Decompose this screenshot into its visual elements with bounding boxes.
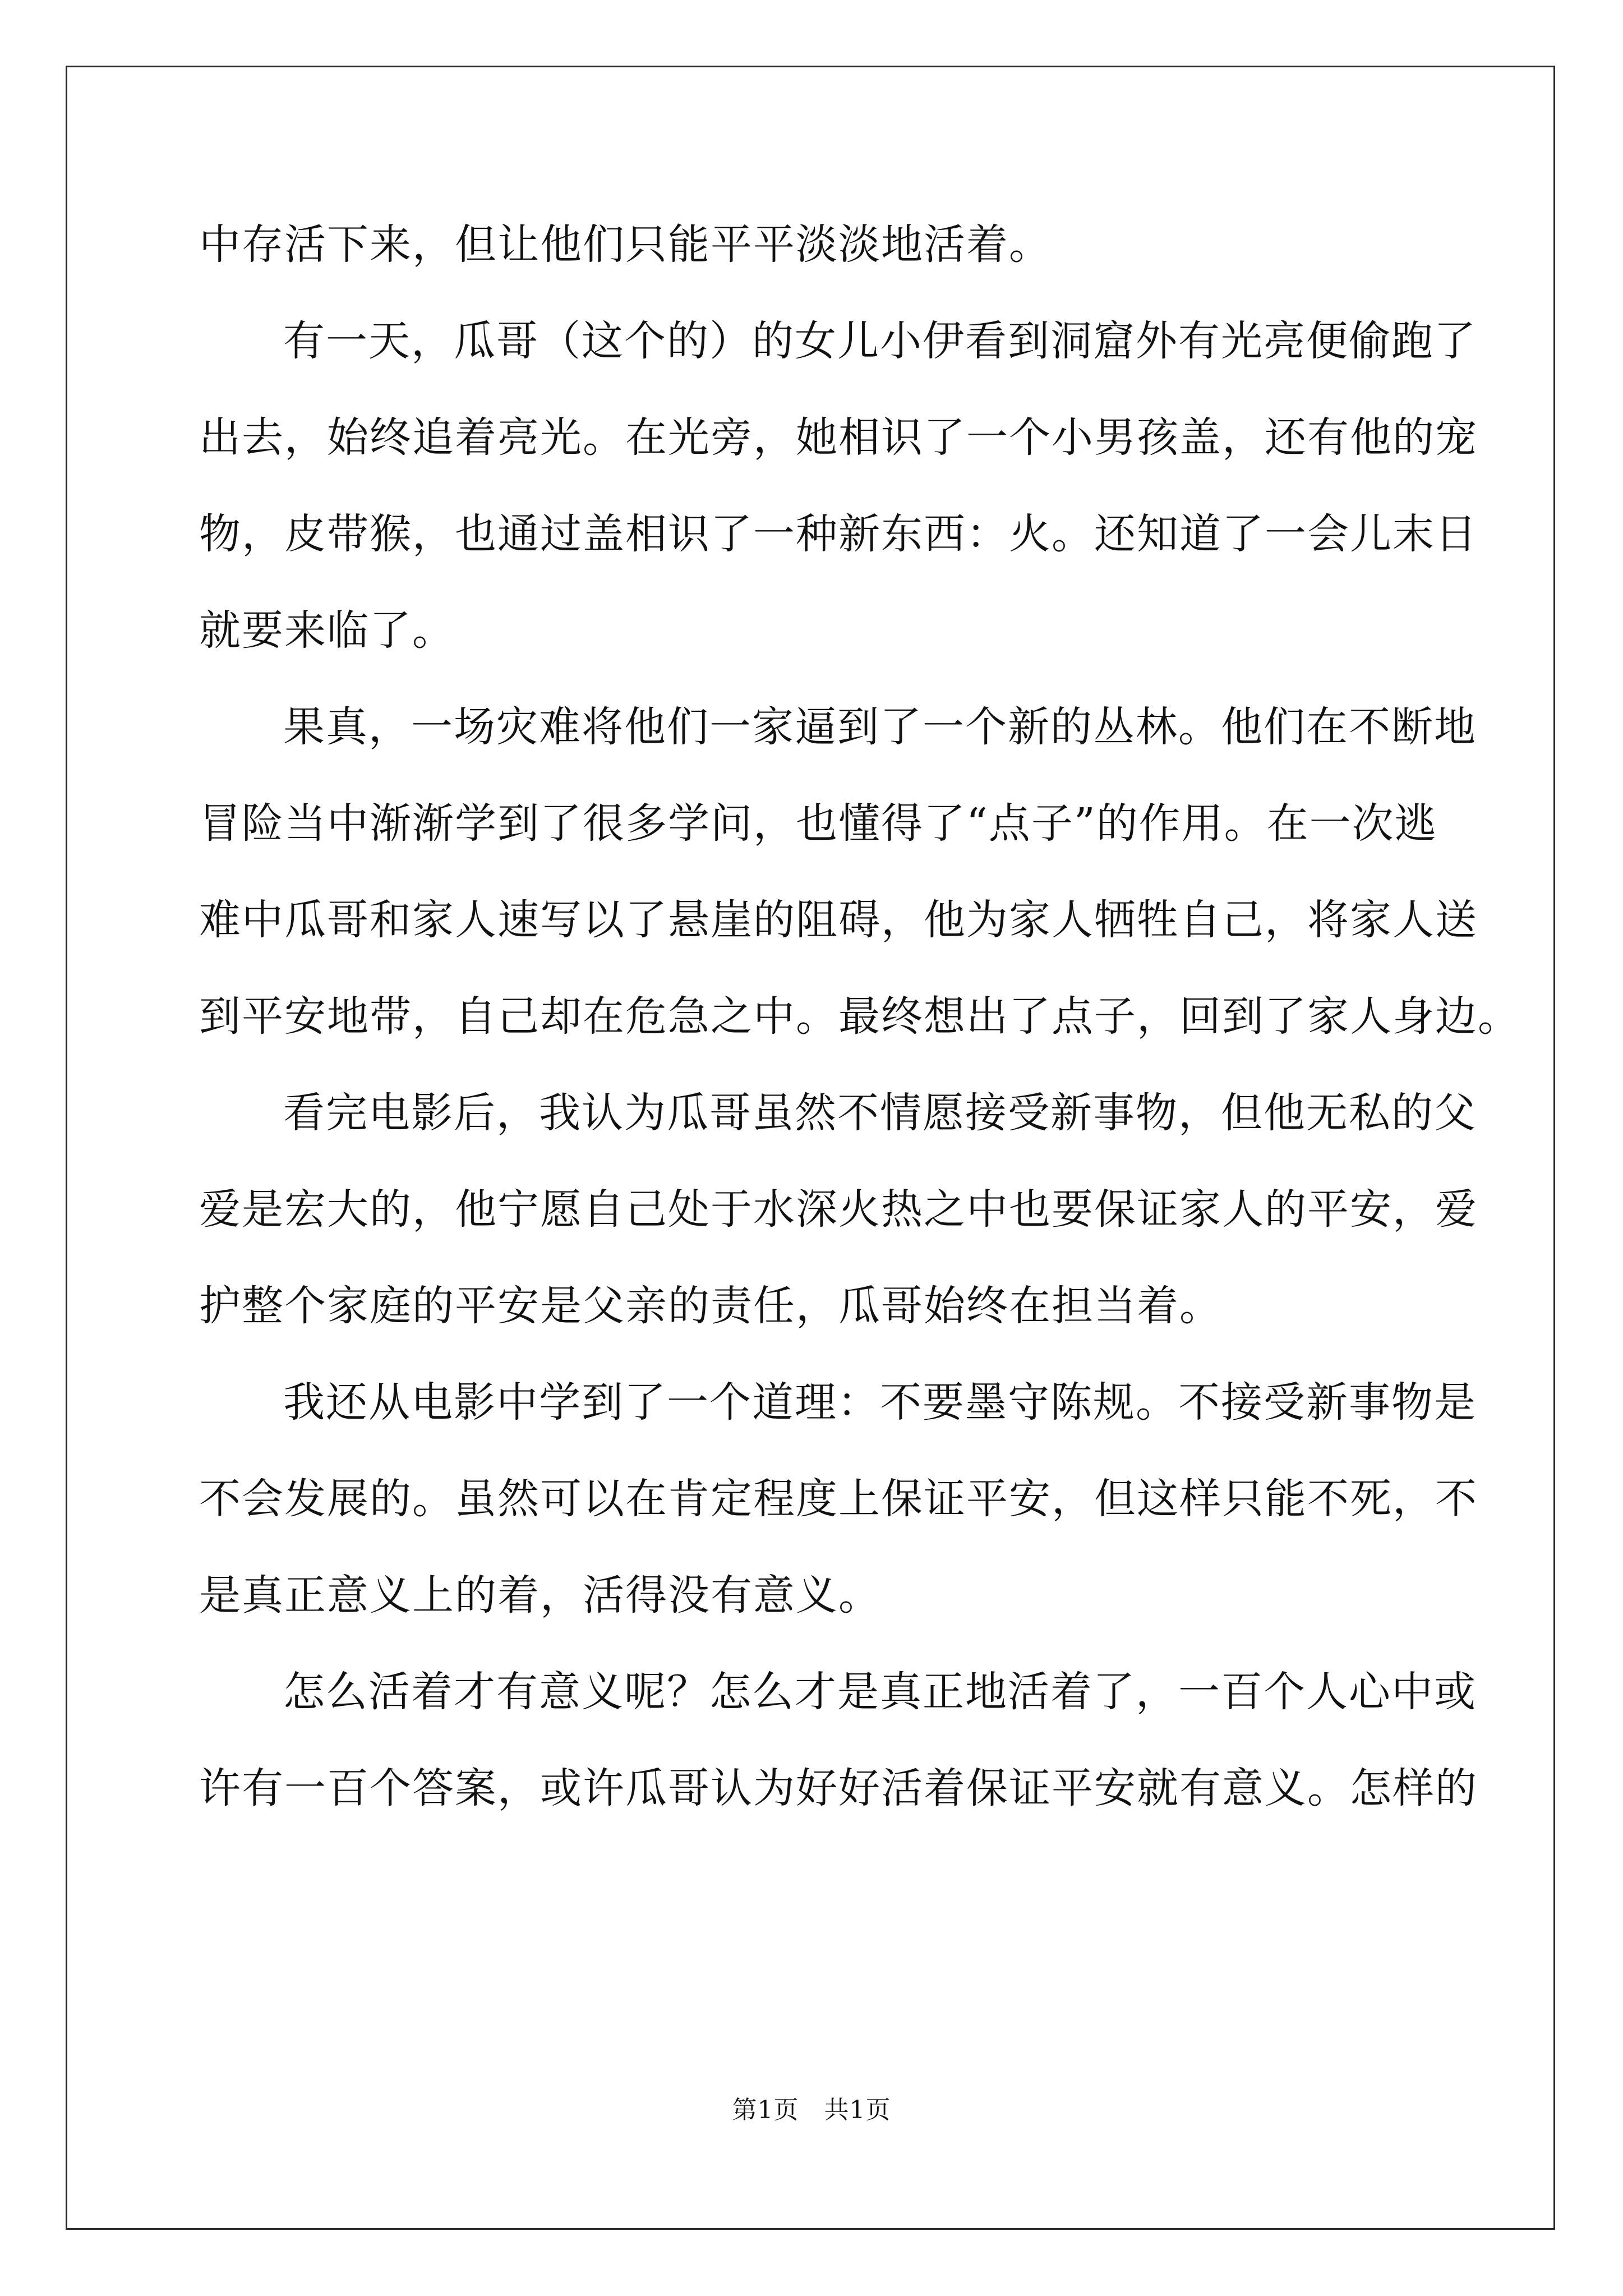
text-line: 到平安地带，自己却在危急之中。最终想出了点子，回到了家人身边。 [199,992,1520,1041]
text-line: 冒险当中渐渐学到了很多学问，也懂得了“点子”的作用。在一次逃 [199,799,1437,848]
page-total: 共1页 [824,2096,891,2124]
text-line: 护整个家庭的平安是父亲的责任，瓜哥始终在担当着。 [199,1282,1222,1330]
text-line: 就要来临了。 [199,606,455,655]
text-line: 果真，一场灾难将他们一家逼到了一个新的丛林。他们在不断地 [283,703,1477,751]
text-line: 是真正意义上的着，活得没有意义。 [199,1571,881,1619]
text-block [199,196,1520,1837]
text-line: 有一天，瓜哥（这个的）的女儿小伊看到洞窟外有光亮便偷跑了 [283,317,1477,365]
text-line: 难中瓜哥和家人速写以了悬崖的阻碍，他为家人牺牲自己，将家人送 [199,896,1478,944]
text-line: 物，皮带猴，也通过盖相识了一种新东西：火。还知道了一会儿末日 [199,510,1478,558]
document-body [199,196,1520,1837]
text-line: 我还从电影中学到了一个道理：不要墨守陈规。不接受新事物是 [283,1378,1477,1427]
page-number: 第1页 [732,2096,799,2124]
text-line: 出去，始终追着亮光。在光旁，她相识了一个小男孩盖，还有他的宠 [199,413,1478,462]
text-line: 中存活下来，但让他们只能平平淡淡地活着。 [199,220,1052,269]
text-line: 爱是宏大的，他宁愿自己处于水深火热之中也要保证家人的平安，爱 [199,1185,1478,1234]
text-line: 怎么活着才有意义呢？怎么才是真正地活着了，一百个人心中或 [283,1668,1477,1716]
text-line: 许有一百个答案，或许瓜哥认为好好活着保证平安就有意义。怎样的 [199,1764,1478,1812]
text-line: 不会发展的。虽然可以在肯定程度上保证平安，但这样只能不死，不 [199,1475,1478,1523]
text-line: 看完电影后，我认为瓜哥虽然不情愿接受新事物，但他无私的父 [283,1089,1477,1137]
page-footer [0,2093,1623,2127]
